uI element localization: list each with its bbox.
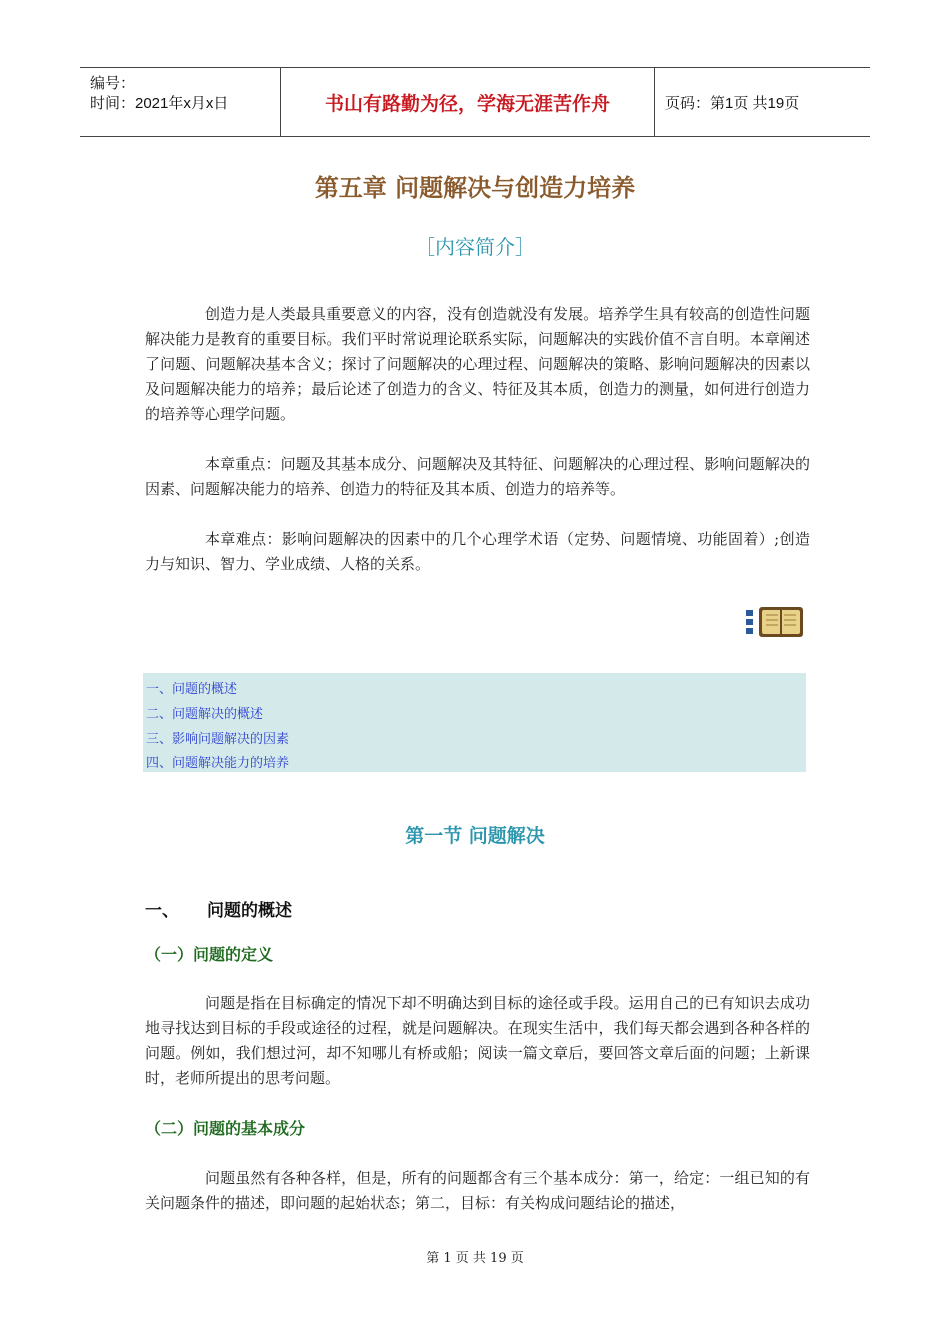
chapter-title: 第五章 问题解决与创造力培养 (314, 174, 636, 202)
header-page-info: 页码：第1页 共19页 (665, 94, 800, 112)
subheading-problem-definition: （一）问题的定义 (145, 945, 274, 964)
subheading-problem-components: （二）问题的基本成分 (145, 1119, 306, 1138)
page-header (80, 67, 870, 137)
header-meta (80, 68, 280, 136)
heading-number: 一、 (145, 901, 179, 921)
book-icon[interactable] (745, 605, 805, 639)
heading-problem-overview (145, 896, 292, 921)
table-of-contents (143, 673, 806, 772)
heading-text: 问题的概述 (207, 901, 292, 921)
toc-link-influencing-factors[interactable]: 三、影响问题解决的因素 (146, 732, 290, 747)
difficulties-paragraph: 本章难点：影响问题解决的因素中的几个心理学术语（定势、问题情境、功能固着）;创造力与知识、智力、学业成绩、人格的关系。 (145, 530, 810, 573)
page-footer: 第 1 页 共 19 页 (426, 1251, 524, 1266)
time-label: 时间：2021年x月x日 (90, 95, 229, 112)
section-title: 第一节 问题解决 (405, 825, 545, 847)
number-label: 编号： (90, 75, 136, 92)
problem-definition-paragraph: 问题是指在目标确定的情况下却不明确达到目标的途径或手段。运用自己的已有知识去成功地寻找达到目标的手段或途径的过程，就是问题解决。在现实生活中，我们每天都会遇到各种各样的问题。例如，我们想过河，却不知哪儿有桥或船；阅读一篇文章后，要回答文章后面的问题；上新课时，老师所提出的思考问题。 (145, 994, 810, 1087)
toc-link-ability-cultivation[interactable]: 四、问题解决能力的培养 (146, 756, 290, 771)
header-motto: 书山有路勤为径，学海无涯苦作舟 (280, 68, 655, 136)
toc-link-problem-overview[interactable]: 一、问题的概述 (146, 682, 238, 697)
intro-paragraph: 创造力是人类最具重要意义的内容，没有创造就没有发展。培养学生具有较高的创造性问题解决能力是教育的重要目标。我们平时常说理论联系实际，问题解决的实践价值不言自明。本章阐述了问题、问题解决基本含义；探讨了问题解决的心理过程、问题解决的策略、影响问题解决的因素以及问题解决能力的培养；最后论述了创造力的含义、特征及其本质，创造力的测量，如何进行创造力的培养等心理学问题。 (145, 305, 810, 423)
intro-heading: ［内容简介］ (415, 235, 535, 259)
toc-link-problem-solving-overview[interactable]: 二、问题解决的概述 (146, 707, 264, 722)
key-points-paragraph: 本章重点：问题及其基本成分、问题解决及其特征、问题解决的心理过程、影响问题解决的因素、问题解决能力的培养、创造力的特征及其本质、创造力的培养等。 (145, 455, 810, 498)
problem-components-paragraph: 问题虽然有各种各样，但是，所有的问题都含有三个基本成分：第一，给定：一组已知的有关问题条件的描述，即问题的起始状态；第二，目标：有关构成问题结论的描述， (145, 1169, 810, 1212)
